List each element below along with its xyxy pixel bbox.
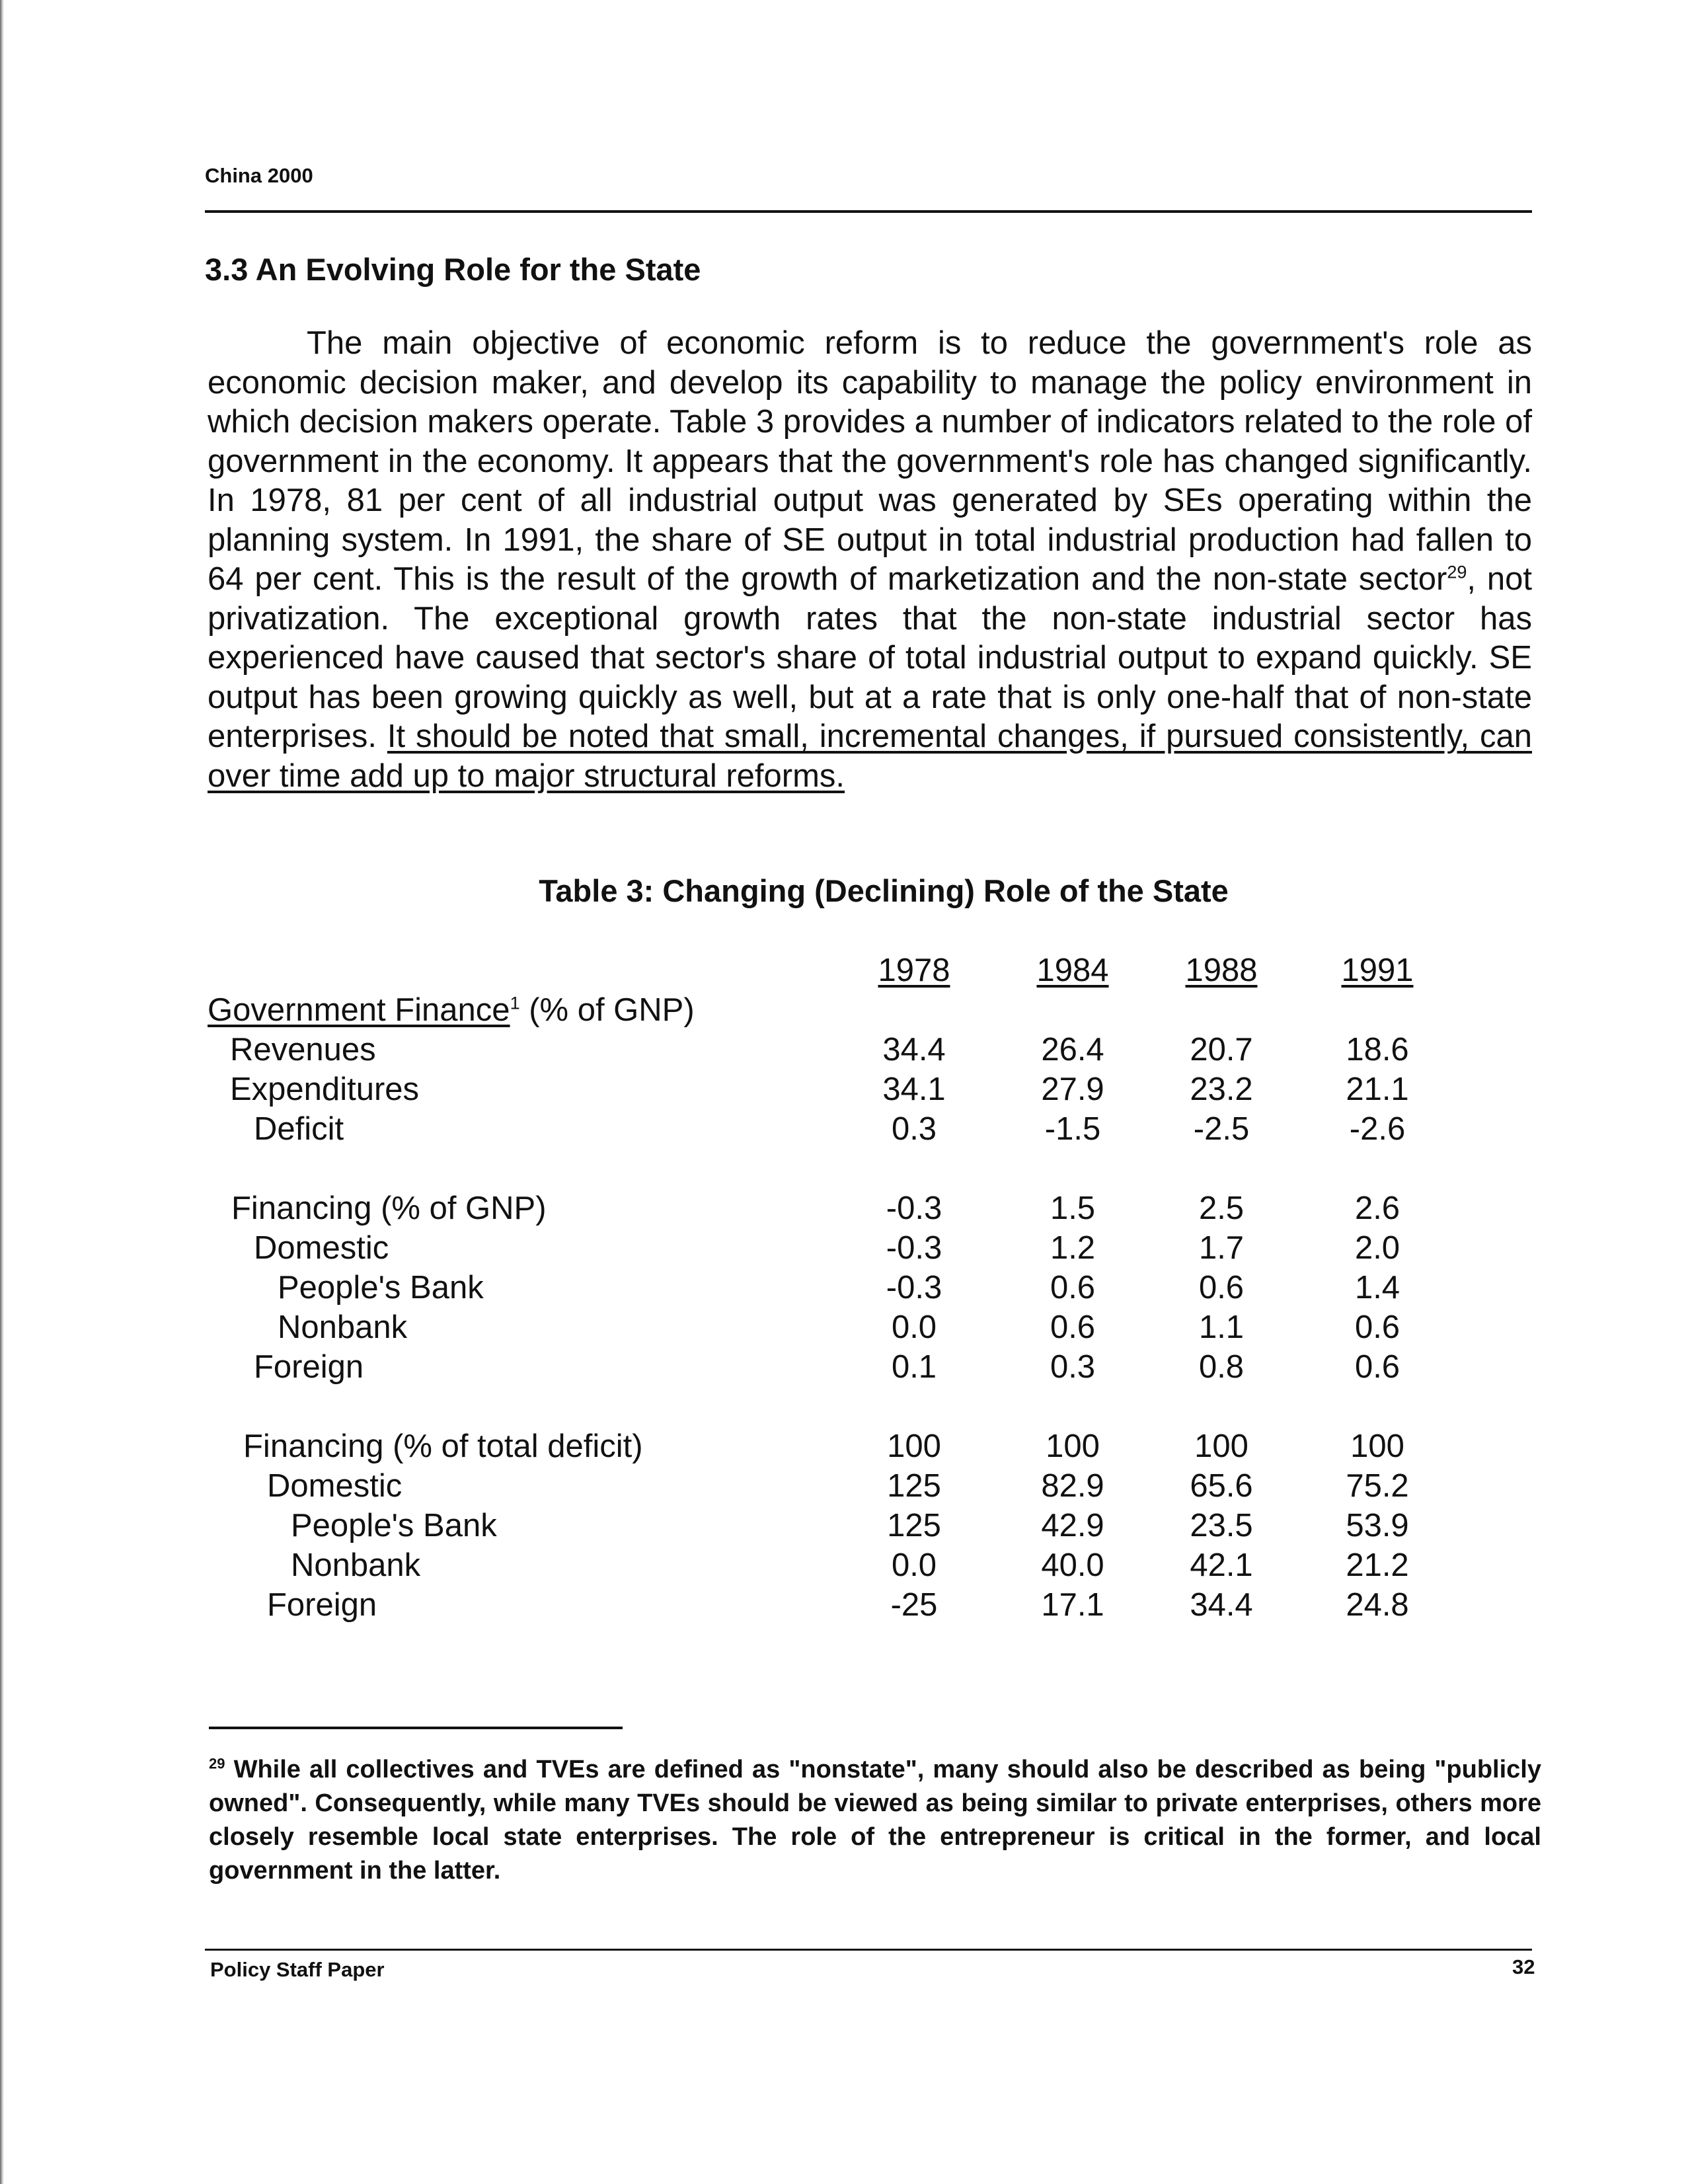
table-cell: 53.9 [1346,1508,1409,1543]
table-cell: 23.5 [1190,1508,1253,1543]
footnote-mark: 29 [209,1755,225,1772]
table-cell: 1.4 [1354,1270,1400,1306]
row-label: Domestic [254,1230,389,1266]
table-cell: 100 [887,1428,941,1464]
table-cell: 0.6 [1354,1349,1400,1385]
row-label: Financing (% of total deficit) [243,1428,643,1464]
row-label: People's Bank [278,1270,484,1306]
table-cell: 1.5 [1050,1190,1096,1226]
table-cell: 20.7 [1190,1032,1253,1068]
table-cell: 0.3 [1050,1349,1096,1385]
table-cell: 2.5 [1198,1190,1245,1226]
footnote-text: While all collectives and TVEs are defined as "nonstate", many should also be described as being "publicly owned". Consequently, while many TVEs should be viewed as being similar to private enterprises, others more closely resemble local state enterprises. The role of the entrepreneur is critical in the former, and local government in the latter. [209,1756,1542,1885]
table-cell: 125 [887,1508,941,1543]
header-rule [205,210,1532,213]
row-label: Foreign [254,1349,364,1385]
footnote-rule [209,1727,623,1729]
table-cell: 2.6 [1354,1190,1400,1226]
body-text-main: The main objective of economic reform is to reduce the government's role as economic decision maker, and develop its capability to manage the policy environment in which decision makers operate. Table 3 provides a number of indicators related to the role of government in the economy. It appears that the government's role has changed significantly. In 1978, 81 per cent of all industrial output was generated by SEs operating within the planning system. In 1991, the share of SE output in total industrial production had fallen to 64 per cent. This is the result of the growth of marketization and the non-state sector [208,325,1532,597]
table-cell: 34.1 [882,1072,946,1107]
section-heading-suffix: (% of GNP) [519,992,695,1028]
table-cell: 42.1 [1190,1547,1253,1583]
row-label: Deficit [254,1111,344,1147]
table-cell: 18.6 [1346,1032,1409,1068]
year-header: 1984 [1036,953,1109,988]
table-cell: 23.2 [1190,1072,1253,1107]
table-cell: 2.0 [1354,1230,1400,1266]
section-heading-text: Government Finance [208,992,510,1028]
row-label: Revenues [230,1032,376,1068]
table-cell: 0.6 [1354,1309,1400,1345]
table-cell: 100 [1350,1428,1404,1464]
table-cell: 1.1 [1198,1309,1245,1345]
table-cell: 1.7 [1198,1230,1245,1266]
table-cell: 82.9 [1041,1468,1104,1504]
table-cell: 65.6 [1190,1468,1253,1504]
table-cell: 42.9 [1041,1508,1104,1543]
scan-edge [0,0,4,2184]
page-number: 32 [1512,1955,1535,1978]
table-cell: 24.8 [1346,1587,1409,1623]
table-cell: -25 [890,1587,938,1623]
body-text-underlined: It should be noted that small, incremental changes, if pursued consistently, can over time add up to major structural reforms. [208,719,1533,794]
table-cell: 100 [1046,1428,1100,1464]
table-cell: 21.2 [1346,1547,1409,1583]
table-cell: 40.0 [1041,1547,1104,1583]
table-section-heading [208,992,695,1029]
table-cell: 0.3 [891,1111,937,1147]
table-cell: 0.6 [1050,1270,1096,1306]
table-title: Table 3: Changing (Declining) Role of the State [539,873,1229,908]
table-cell: 0.0 [891,1547,937,1583]
table-cell: -2.6 [1349,1111,1406,1147]
body-paragraph [208,324,1532,796]
table-cell: -1.5 [1044,1111,1101,1147]
table-cell: 34.4 [882,1032,946,1068]
row-label: Expenditures [230,1072,420,1107]
footnote-reference: 29 [1447,562,1467,582]
table-cell: -2.5 [1193,1111,1250,1147]
table-cell: 34.4 [1190,1587,1253,1623]
table-cell: 125 [887,1468,941,1504]
year-header: 1991 [1341,953,1414,988]
table-cell: -0.3 [886,1190,942,1226]
row-label: Financing (% of GNP) [231,1190,547,1226]
table-cell: -0.3 [886,1230,942,1266]
footer-rule [205,1949,1532,1951]
body-text-after-ref: , not privatization. The exceptional growth rates that the non-state industrial sector has experienced have caused that sector's share of total industrial output to expand quickly. SE output has been growing quickly as well, but at a rate that is only one-half that of non-state enterprises. [208,561,1532,754]
table-cell: 0.0 [891,1309,937,1345]
running-header: China 2000 [205,164,313,187]
table-cell: 0.1 [891,1349,937,1385]
row-label: Foreign [267,1587,377,1623]
table-cell: 21.1 [1346,1072,1409,1107]
table-cell: 1.2 [1050,1230,1096,1266]
table-cell: -0.3 [886,1270,942,1306]
row-label: Nonbank [291,1547,421,1583]
table-cell: 26.4 [1041,1032,1104,1068]
year-header: 1988 [1185,953,1258,988]
section-heading-footnote: 1 [510,993,520,1013]
footnote [209,1753,1541,1888]
table-cell: 17.1 [1041,1587,1104,1623]
section-title: 3.3 An Evolving Role for the State [205,252,701,287]
table-cell: 0.6 [1198,1270,1245,1306]
table-cell: 100 [1194,1428,1248,1464]
table-cell: 0.6 [1050,1309,1096,1345]
year-header: 1978 [878,953,950,988]
row-label: Nonbank [278,1309,408,1345]
row-label: People's Bank [291,1508,497,1543]
table-cell: 0.8 [1198,1349,1245,1385]
footer-title: Policy Staff Paper [210,1958,385,1981]
table-cell: 75.2 [1346,1468,1409,1504]
table-cell: 27.9 [1041,1072,1104,1107]
row-label: Domestic [267,1468,403,1504]
